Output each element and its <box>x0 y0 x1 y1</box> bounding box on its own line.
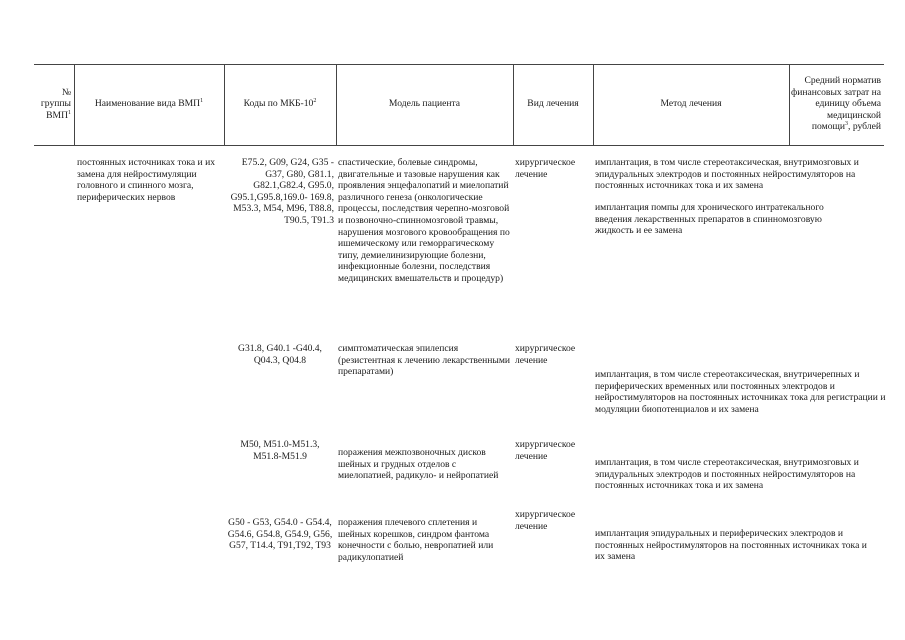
header-bottom-rule <box>34 145 884 146</box>
treatment-method-cell: имплантация помпы для хронического интратекального введения лекарственных препаратов в спинномозговую жидкость и ее замена <box>595 202 824 237</box>
header-treatment-type-text: Вид лечения <box>527 98 579 110</box>
header-patient-model-text: Модель пациента <box>388 98 461 110</box>
header-patient-model <box>336 64 513 144</box>
icd-codes-cell: G50 - G53, G54.0 - G54.4, G54.6, G54.8, G54.9, G56, G57, T14.4, T91,T92, T93 <box>227 517 333 552</box>
footnote-marker: 2 <box>313 98 317 105</box>
header-group-number-text: № группы ВМП <box>40 86 71 121</box>
header-cost-text: Средний норматив финансовых затрат на единицу объема медицинской помощи <box>790 75 881 133</box>
patient-model-cell: поражения плечевого сплетения и шейных корешков, синдром фантома конечности с болью, невропатией или радикулопатией <box>338 517 494 563</box>
vmp-name-cell: постоянных источниках тока и их замена для нейростимуляции головного и спинного мозга, периферических нервов <box>77 157 215 203</box>
header-group-number <box>34 64 74 144</box>
treatment-type-cell: хирургическое лечение <box>515 509 576 532</box>
treatment-method-cell: имплантация, в том числе стереотаксическая, внутримозговых и эпидуральных электродов и постоянных нейростимуляторов на постоянных источниках тока и их замена <box>595 157 859 192</box>
icd-codes-cell: E75.2, G09, G24, G35 - G37, G80, G81.1, G82.1,G82.4, G95.0, G95.1,G95.8,169.0- 169.8, M53.3, M54, M96, T88.8, T90.5, T91.3 <box>230 157 334 226</box>
header-cost-standard <box>789 64 881 144</box>
footnote-marker: 3 <box>845 121 849 128</box>
treatment-type-cell: хирургическое лечение <box>515 343 576 366</box>
header-treatment-type <box>513 64 593 144</box>
icd-codes-cell: G31.8, G40.1 -G40.4, Q04.3, Q04.8 <box>238 343 322 366</box>
patient-model-cell: поражения межпозвоночных дисков шейных и грудных отделов с миелопатией, радикуло- и нейропатией <box>338 447 499 482</box>
footnote-marker: 1 <box>68 109 71 116</box>
header-cost-tail: , рублей <box>848 121 881 133</box>
header-icd-codes-text: Коды по МКБ-10 <box>243 98 314 110</box>
header-treatment-method <box>593 64 789 144</box>
treatment-method-cell: имплантация, в том числе стереотаксическая, внутричерепных и периферических временных или постоянных электродов и нейростимуляторов на постоянных источниках тока для регистрации и модуляции биопотенциалов и их замена <box>595 369 886 415</box>
header-icd-codes <box>224 64 336 144</box>
header-treatment-method-text: Метод лечения <box>660 98 722 110</box>
treatment-type-cell: хирургическое лечение <box>515 439 576 462</box>
header-vmp-name-text: Наименование вида ВМП <box>94 98 201 110</box>
header-vmp-name <box>74 64 224 144</box>
treatment-type-cell: хирургическое лечение <box>515 157 576 180</box>
treatment-method-cell: имплантация, в том числе стереотаксическая, внутримозговых и эпидуральных электродов и постоянных нейростимуляторов на постоянных источниках тока и их замена <box>595 457 859 492</box>
icd-codes-cell: M50, M51.0-M51.3, M51.8-M51.9 <box>240 439 320 462</box>
patient-model-cell: спастические, болевые синдромы, двигательные и тазовые нарушения как проявления энцефалопатий и миелопатий различного генеза (онкологические процессы, последствия черепно-мозговой и позвоночно-спинномозговой травмы, нарушения мозгового кровообращения по ишемическому или геморрагическому типу, демиелинизирующие болезни, инфекционные болезни, последствия медицинских вмешательств и процедур) <box>338 157 510 284</box>
treatment-method-cell: имплантация эпидуральных и периферических электродов и постоянных нейростимуляторов на постоянных источниках тока и их замена <box>595 528 867 563</box>
footnote-marker: 1 <box>200 98 204 105</box>
patient-model-cell: симптоматическая эпилепсия (резистентная к лечению лекарственными препаратами) <box>338 343 511 378</box>
